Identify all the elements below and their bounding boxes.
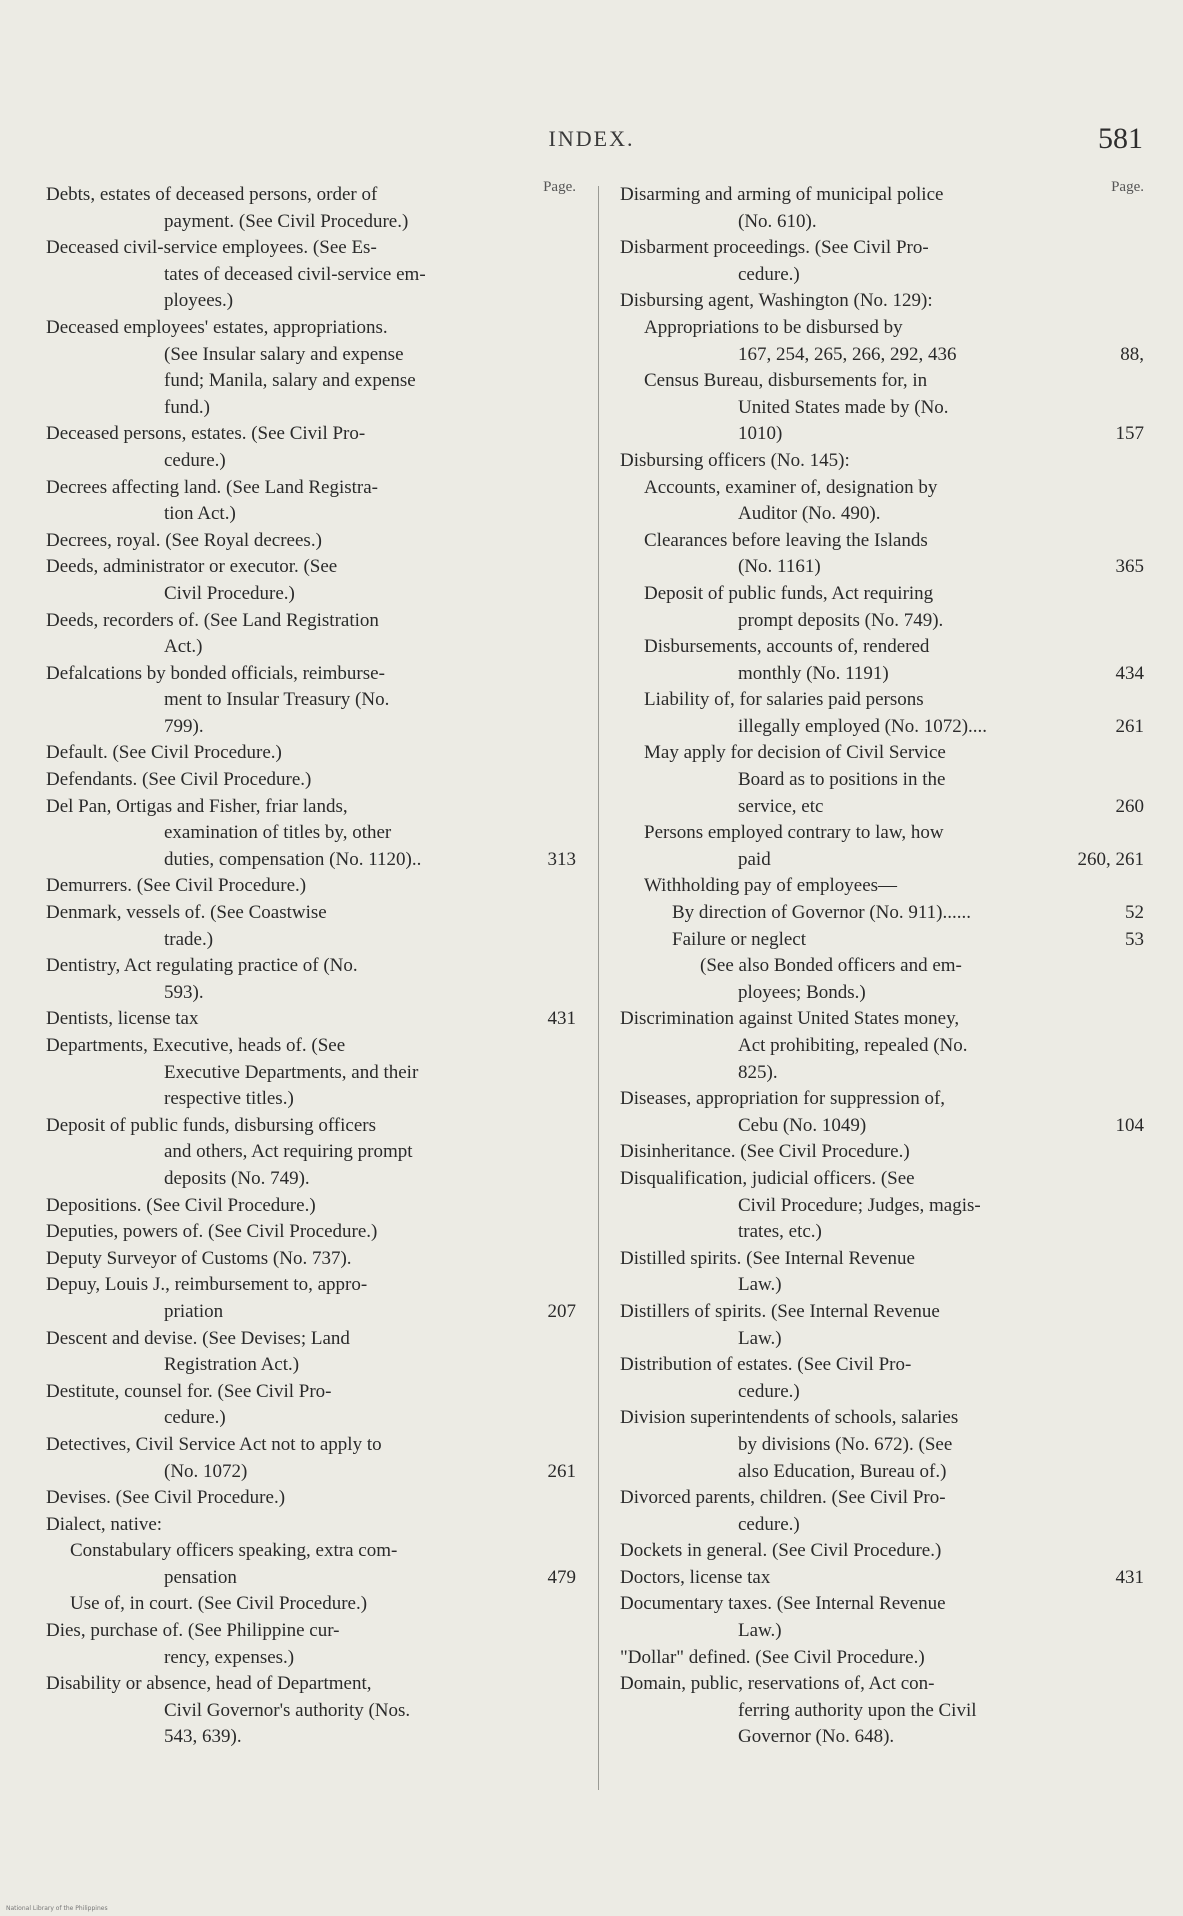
index-entry (46, 235, 576, 315)
entry-heading: Detectives, Civil Service Act not to apply to (46, 1433, 382, 1455)
index-entry (620, 1166, 1144, 1246)
entry-heading: Decrees, royal. (See Royal decrees.) (46, 529, 322, 551)
entry-heading: Dentists, license tax (46, 1008, 199, 1030)
entry-continuation: Board as to positions in the (738, 769, 946, 791)
entry-heading: Devises. (See Civil Procedure.) (46, 1487, 286, 1509)
entry-continuation: also Education, Bureau of.) (738, 1460, 947, 1482)
entry-heading: Deceased employees' estates, appropriations. (46, 316, 388, 338)
index-entry (620, 820, 1144, 873)
entry-continuation: illegally employed (No. 1072).... (738, 715, 988, 737)
index-entry (46, 1272, 576, 1325)
index-entry (620, 900, 1144, 927)
index-entry (620, 740, 1144, 820)
entry-continuation: respective titles.) (164, 1088, 294, 1110)
entry-continuation: deposits (No. 749). (164, 1167, 310, 1189)
page-column-label: Page. (543, 179, 576, 195)
index-entry (620, 1565, 1144, 1592)
index-entry (620, 1645, 1144, 1672)
page-reference: 260 (1115, 795, 1144, 817)
entry-heading: Deposit of public funds, disbursing officers (46, 1114, 376, 1136)
entry-continuation: and others, Act requiring prompt (164, 1141, 413, 1163)
index-entry (620, 953, 1144, 1006)
index-entry (46, 1538, 576, 1591)
entry-continuation: examination of titles by, other (164, 822, 392, 844)
entry-heading: Documentary taxes. (See Internal Revenue (620, 1593, 946, 1615)
entry-heading: Debts, estates of deceased persons, order of (46, 184, 378, 205)
index-entry (620, 315, 1144, 368)
entry-heading: Divorced parents, children. (See Civil Pro- (620, 1487, 946, 1509)
entry-continuation: Executive Departments, and their (164, 1061, 419, 1083)
page-reference: 261 (547, 1460, 576, 1482)
entry-heading: Dialect, native: (46, 1513, 163, 1535)
entry-heading: Disbursing agent, Washington (No. 129): (620, 290, 933, 312)
entry-continuation: pensation (164, 1566, 237, 1588)
entry-continuation: Cebu (No. 1049) (738, 1114, 867, 1136)
page-column-label: Page. (1111, 179, 1144, 195)
index-entry (46, 421, 576, 474)
page-reference: 207 (547, 1300, 576, 1322)
entry-continuation: Governor (No. 648). (738, 1726, 895, 1748)
entry-continuation: ferring authority upon the Civil (738, 1699, 977, 1721)
entry-continuation: Act prohibiting, repealed (No. (738, 1035, 968, 1056)
entry-heading: Depuy, Louis J., reimbursement to, appro- (46, 1274, 368, 1296)
index-entry (46, 1379, 576, 1432)
index-entry (620, 1006, 1144, 1086)
index-entry (46, 1006, 576, 1033)
entry-heading: By direction of Governor (No. 911)...... (672, 902, 972, 924)
entry-heading: Distillers of spirits. (See Internal Revenue (620, 1300, 940, 1322)
entry-heading: "Dollar" defined. (See Civil Procedure.) (620, 1646, 925, 1668)
entry-heading: Deeds, recorders of. (See Land Registration (46, 609, 379, 631)
entry-heading: Domain, public, reservations of, Act con- (620, 1673, 935, 1695)
entry-heading: Distilled spirits. (See Internal Revenue (620, 1247, 915, 1269)
index-entry (46, 1326, 576, 1379)
entry-heading: Defendants. (See Civil Procedure.) (46, 769, 312, 791)
index-entry (46, 1485, 576, 1512)
entry-continuation: (See Insular salary and expense (164, 343, 404, 365)
index-entry (620, 235, 1144, 288)
entry-heading: Descent and devise. (See Devises; Land (46, 1327, 350, 1349)
index-entry (46, 1512, 576, 1539)
index-entry (46, 900, 576, 953)
entry-heading: Deeds, administrator or executor. (See (46, 556, 338, 578)
index-entry (46, 1193, 576, 1220)
entry-heading: Deputies, powers of. (See Civil Procedure.) (46, 1221, 378, 1243)
index-entry (46, 873, 576, 900)
index-column-right (620, 180, 1144, 1751)
index-entry (620, 182, 1144, 235)
index-entry (46, 475, 576, 528)
entry-continuation: 543, 639). (164, 1726, 242, 1748)
entry-continuation: United States made by (No. (738, 396, 949, 418)
page-reference: 313 (547, 848, 576, 870)
entry-heading: Disability or absence, head of Department, (46, 1673, 372, 1695)
entry-continuation: rency, expenses.) (164, 1646, 295, 1668)
page-reference: 261 (1115, 715, 1144, 737)
index-entry (46, 1618, 576, 1671)
entry-continuation: cedure.) (738, 263, 800, 285)
entry-heading: Distribution of estates. (See Civil Pro- (620, 1354, 912, 1376)
entry-heading: Withholding pay of employees— (644, 875, 898, 897)
entry-continuation: (No. 1072) (164, 1460, 248, 1482)
column-divider (598, 186, 599, 1790)
entry-heading: Depositions. (See Civil Procedure.) (46, 1194, 316, 1216)
entry-heading: Census Bureau, disbursements for, in (644, 370, 928, 392)
entry-continuation: cedure.) (738, 1513, 800, 1535)
entry-heading: Deceased persons, estates. (See Civil Pro- (46, 423, 366, 445)
entry-continuation: Act.) (164, 636, 203, 658)
index-entry (46, 182, 576, 235)
index-entry (46, 740, 576, 767)
index-entry (620, 448, 1144, 475)
index-entry (620, 1086, 1144, 1139)
entry-continuation: 825). (738, 1061, 778, 1083)
entry-heading: Decrees affecting land. (See Land Registra- (46, 476, 378, 498)
page-number: 581 (1098, 122, 1143, 155)
entry-continuation: 167, 254, 265, 266, 292, 436 (738, 343, 957, 365)
entry-continuation: Registration Act.) (164, 1354, 300, 1376)
entry-continuation: ployees; Bonds.) (738, 981, 866, 1003)
entry-heading: Deposit of public funds, Act requiring (644, 582, 934, 604)
entry-continuation: paid (738, 848, 771, 870)
entry-continuation: (No. 1161) (738, 556, 821, 578)
entry-continuation: cedure.) (164, 1407, 226, 1429)
index-entry (46, 1033, 576, 1113)
index-entry (46, 1113, 576, 1193)
index-entry (46, 528, 576, 555)
page-reference: 52 (1125, 902, 1144, 924)
entry-heading: Accounts, examiner of, designation by (644, 476, 938, 498)
entry-continuation: 799). (164, 715, 204, 737)
entry-heading: Discrimination against United States money, (620, 1008, 960, 1030)
index-entry (620, 581, 1144, 634)
entry-continuation: by divisions (No. 672). (See (738, 1433, 953, 1455)
index-entry (620, 1591, 1144, 1644)
entry-heading: Departments, Executive, heads of. (See (46, 1035, 346, 1056)
page-reference: 53 (1125, 928, 1144, 950)
entry-continuation: Law.) (738, 1620, 782, 1642)
entry-heading: Doctors, license tax (620, 1566, 771, 1588)
index-entry (46, 953, 576, 1006)
entry-heading: Denmark, vessels of. (See Coastwise (46, 902, 327, 924)
library-stamp: National Library of the Philippines (6, 1905, 108, 1912)
entry-heading: Liability of, for salaries paid persons (644, 689, 924, 711)
entry-continuation: monthly (No. 1191) (738, 662, 889, 684)
page-reference: 434 (1115, 662, 1144, 684)
index-entry (46, 794, 576, 874)
page-reference: 104 (1115, 1114, 1144, 1136)
index-entry (46, 554, 576, 607)
entry-continuation: duties, compensation (No. 1120).. (164, 848, 422, 870)
entry-heading: Appropriations to be disbursed by (644, 316, 903, 338)
entry-heading: Disinheritance. (See Civil Procedure.) (620, 1141, 910, 1163)
index-entry (46, 608, 576, 661)
index-entry (620, 1485, 1144, 1538)
index-entry (620, 1405, 1144, 1485)
page-reference: 260, 261 (1077, 848, 1144, 870)
index-entry (620, 1538, 1144, 1565)
entry-continuation: Law.) (738, 1327, 782, 1349)
entry-continuation: ployees.) (164, 290, 234, 312)
entry-continuation: payment. (See Civil Procedure.) (164, 210, 409, 232)
entry-continuation: trates, etc.) (738, 1221, 822, 1243)
entry-continuation: cedure.) (738, 1380, 800, 1402)
index-entry (620, 528, 1144, 581)
index-entry (46, 1219, 576, 1246)
entry-continuation: (No. 610). (738, 210, 817, 232)
index-entry (46, 1591, 576, 1618)
index-entry (620, 1139, 1144, 1166)
entry-heading: Disbursing officers (No. 145): (620, 449, 850, 471)
entry-continuation: fund.) (164, 396, 210, 418)
index-entry (46, 661, 576, 741)
entry-continuation: trade.) (164, 928, 214, 950)
entry-heading: Disbarment proceedings. (See Civil Pro- (620, 237, 929, 259)
index-entry (46, 315, 576, 421)
entry-continuation: Law.) (738, 1274, 782, 1296)
entry-heading: Deputy Surveyor of Customs (No. 737). (46, 1247, 352, 1269)
index-entry (620, 927, 1144, 954)
entry-continuation: tates of deceased civil-service em- (164, 263, 426, 285)
index-entry (620, 1352, 1144, 1405)
index-entry (46, 1671, 576, 1751)
index-entry (46, 1246, 576, 1273)
index-entry (620, 1671, 1144, 1751)
entry-heading: Use of, in court. (See Civil Procedure.) (70, 1593, 368, 1615)
index-entry (620, 687, 1144, 740)
index-column-left (46, 180, 576, 1751)
entry-heading: Persons employed contrary to law, how (644, 822, 944, 844)
index-entry (620, 634, 1144, 687)
entry-continuation: priation (164, 1300, 224, 1322)
entry-heading: Disqualification, judicial officers. (See (620, 1167, 915, 1189)
entry-continuation: Civil Procedure; Judges, magis- (738, 1194, 981, 1216)
entry-continuation: ment to Insular Treasury (No. (164, 689, 390, 711)
index-entry (620, 1246, 1144, 1299)
entry-heading: Constabulary officers speaking, extra com- (70, 1540, 398, 1562)
index-entry (620, 475, 1144, 528)
entry-heading: Failure or neglect (672, 928, 807, 950)
entry-heading: Default. (See Civil Procedure.) (46, 742, 282, 764)
entry-continuation: tion Act.) (164, 503, 236, 525)
entry-heading: May apply for decision of Civil Service (644, 742, 946, 764)
entry-continuation: 593). (164, 981, 204, 1003)
entry-heading: Disbursements, accounts of, rendered (644, 636, 930, 658)
entry-heading: (See also Bonded officers and em- (700, 955, 962, 977)
entry-continuation: fund; Manila, salary and expense (164, 370, 416, 392)
index-entry (620, 1299, 1144, 1352)
entry-continuation: cedure.) (164, 449, 226, 471)
entry-heading: Division superintendents of schools, salaries (620, 1407, 959, 1429)
entry-continuation: Auditor (No. 490). (738, 503, 881, 525)
index-entry (620, 288, 1144, 315)
entry-heading: Destitute, counsel for. (See Civil Pro- (46, 1380, 332, 1402)
entry-heading: Demurrers. (See Civil Procedure.) (46, 875, 307, 897)
entry-continuation: 1010) (738, 423, 783, 445)
page-reference: 479 (547, 1566, 576, 1588)
page-reference: 431 (1115, 1566, 1144, 1588)
entry-continuation: Civil Procedure.) (164, 582, 295, 604)
page-reference: 157 (1115, 423, 1144, 445)
entry-heading: Dentistry, Act regulating practice of (No. (46, 955, 358, 977)
page-reference: 431 (547, 1008, 576, 1030)
entry-heading: Disarming and arming of municipal police (620, 184, 944, 205)
index-entry (620, 873, 1144, 900)
running-title: INDEX. (548, 126, 635, 151)
entry-heading: Dockets in general. (See Civil Procedure.) (620, 1540, 942, 1562)
entry-heading: Deceased civil-service employees. (See Es- (46, 237, 377, 259)
entry-continuation: prompt deposits (No. 749). (738, 609, 944, 631)
page-reference: 88, (1120, 343, 1144, 365)
entry-heading: Dies, purchase of. (See Philippine cur- (46, 1620, 340, 1642)
index-entry (46, 767, 576, 794)
entry-continuation: service, etc (738, 795, 824, 817)
index-entry (46, 1432, 576, 1485)
entry-heading: Defalcations by bonded officials, reimburse- (46, 662, 385, 684)
entry-continuation: Civil Governor's authority (Nos. (164, 1699, 411, 1721)
page-reference: 365 (1115, 556, 1144, 578)
entry-heading: Clearances before leaving the Islands (644, 529, 928, 551)
index-entry (620, 368, 1144, 448)
entry-heading: Del Pan, Ortigas and Fisher, friar lands, (46, 795, 348, 817)
entry-heading: Diseases, appropriation for suppression of, (620, 1088, 946, 1110)
